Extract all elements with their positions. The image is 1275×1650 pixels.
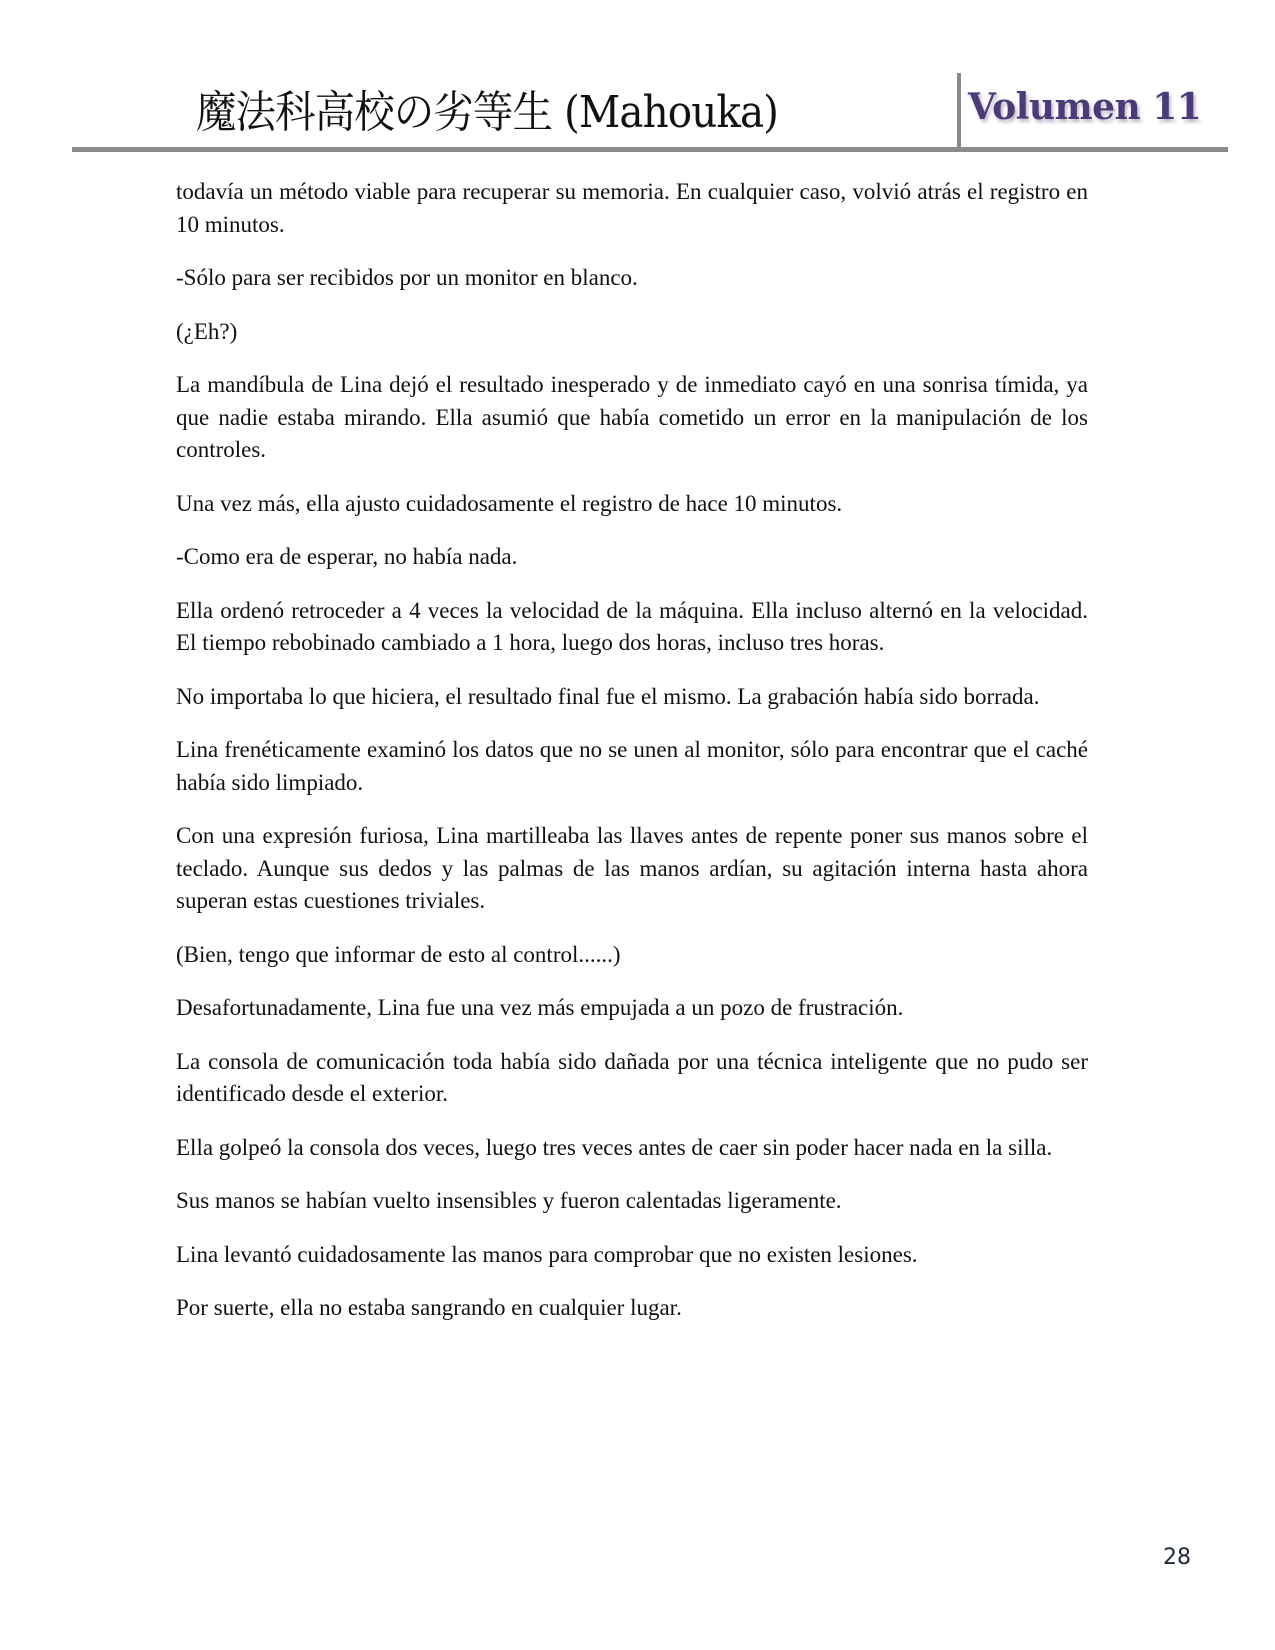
header-divider bbox=[957, 73, 961, 151]
paragraph: Desafortunadamente, Lina fue una vez más empujada a un pozo de frustración. bbox=[176, 995, 904, 1020]
paragraph: -Sólo para ser recibidos por un monitor en blanco. bbox=[176, 265, 638, 290]
paragraph: todavía un método viable para recuperar su memoria. En cualquier caso, volvió atrás el registro en 10 minutos. bbox=[176, 179, 1088, 237]
paragraph: Lina frenéticamente examinó los datos que no se unen al monitor, sólo para encontrar que el caché había sido limpiado. bbox=[176, 737, 1088, 795]
paragraph: Sus manos se habían vuelto insensibles y fueron calentadas ligeramente. bbox=[176, 1188, 842, 1213]
paragraph: Lina levantó cuidadosamente las manos para comprobar que no existen lesiones. bbox=[176, 1241, 918, 1267]
paragraph: Con una expresión furiosa, Lina martilleaba las llaves antes de repente poner sus manos sobre el teclado. Aunque sus dedos y las palmas de las manos ardían, su agitación interna hasta ahora superan estas cuestiones triviales. bbox=[176, 823, 1088, 913]
paragraph: (Bien, tengo que informar de esto al control......) bbox=[176, 941, 621, 967]
paragraph: -Como era de esperar, no había nada. bbox=[176, 544, 518, 569]
body-text bbox=[176, 176, 1088, 1346]
paragraph: Por suerte, ella no estaba sangrando en cualquier lugar. bbox=[176, 1295, 682, 1320]
header-rule bbox=[72, 147, 1228, 152]
volume-label: Volumen 11 bbox=[968, 86, 1202, 128]
paragraph: No importaba lo que hiciera, el resultado final fue el mismo. La grabación había sido borrada. bbox=[176, 683, 1040, 709]
paragraph: La consola de comunicación toda había sido dañada por una técnica inteligente que no pudo ser identificado desde el exterior. bbox=[176, 1048, 1088, 1106]
paragraph: Ella ordenó retroceder a 4 veces la velocidad de la máquina. Ella incluso alternó en la velocidad. El tiempo rebobinado cambiado a 1 hora, luego dos horas, incluso tres horas. bbox=[176, 597, 1088, 655]
header-title: 魔法科高校の劣等生 (Mahouka) bbox=[196, 87, 779, 138]
paragraph: Una vez más, ella ajusto cuidadosamente el registro de hace 10 minutos. bbox=[176, 490, 843, 516]
page-number: 28 bbox=[1163, 1545, 1191, 1570]
paragraph: La mandíbula de Lina dejó el resultado inesperado y de inmediato cayó en una sonrisa tímida, ya que nadie estaba mirando. Ella asumió que había cometido un error en la manipulación de los controles. bbox=[176, 372, 1088, 462]
paragraph: (¿Eh?) bbox=[176, 318, 238, 344]
paragraph: Ella golpeó la consola dos veces, luego tres veces antes de caer sin poder hacer nada en la silla. bbox=[176, 1134, 1053, 1160]
